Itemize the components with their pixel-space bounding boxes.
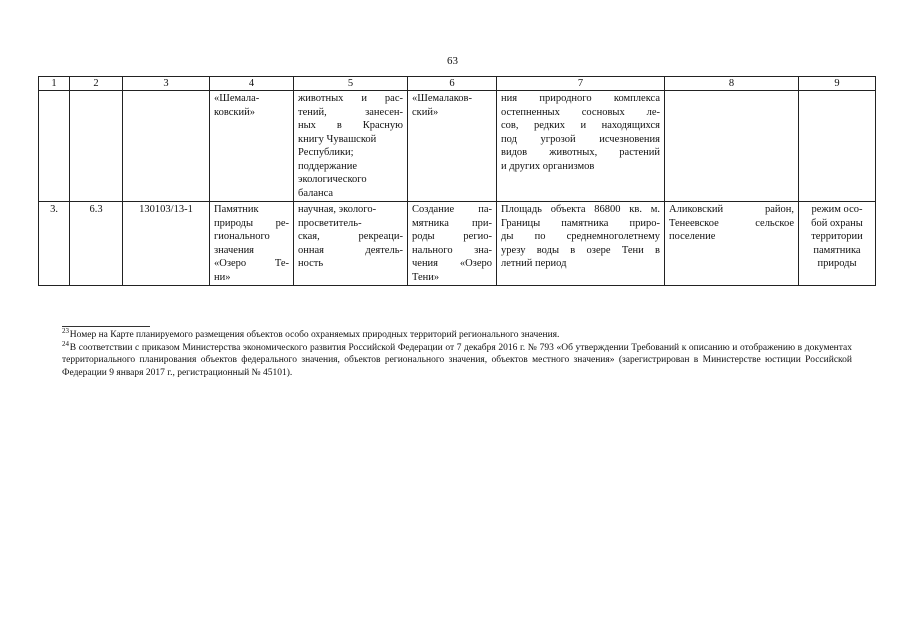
footnotes xyxy=(62,326,852,379)
cell-row-number: 3. xyxy=(39,202,70,286)
column-number: 6 xyxy=(408,77,497,91)
column-number: 3 xyxy=(123,77,210,91)
cell-purpose: животных и рас- тений, занесен- ных в Красную книгу Чувашской Республики; поддержание экологического баланса xyxy=(294,91,408,202)
cell-object-code: 130103/13-1 xyxy=(123,202,210,286)
cell-map-number: 6.3 xyxy=(70,202,123,286)
cell-justification: «Шемалаков- ский» xyxy=(408,91,497,202)
cell-regime: режим осо- бой охраны территории памятника природы xyxy=(799,202,876,286)
column-number-row xyxy=(39,77,876,91)
footnote-mark: 24 xyxy=(62,339,69,348)
cell-justification: Создание па- мятника при- роды регио- нального зна- чения «Озеро Тени» xyxy=(408,202,497,286)
cell-object-name: Памятник природы ре- гионального значения «Озеро Те- ни» xyxy=(210,202,294,286)
column-number: 1 xyxy=(39,77,70,91)
footnote-mark: 23 xyxy=(62,326,69,335)
cell-characteristics: Площадь объекта 86800 кв. м. Границы памятника приро- ды по среднемноголетнему урезу воды в озере Тени в летний период xyxy=(497,202,665,286)
cell-object-name: «Шемала- ковский» xyxy=(210,91,294,202)
protected-areas-table xyxy=(38,76,876,286)
cell-object-code xyxy=(123,91,210,202)
footnote-text: Номер на Карте планируемого размещения объектов особо охраняемых природных территорий регионального значения. xyxy=(69,330,560,340)
footnote xyxy=(62,339,852,380)
table-row xyxy=(39,91,876,202)
cell-regime xyxy=(799,91,876,202)
cell-row-number xyxy=(39,91,70,202)
footnote xyxy=(62,326,852,342)
column-number: 4 xyxy=(210,77,294,91)
table-row xyxy=(39,202,876,286)
column-number: 2 xyxy=(70,77,123,91)
footnote-separator xyxy=(62,326,150,327)
cell-purpose: научная, эколого- просветитель- ская, рекреаци- онная деятель- ность xyxy=(294,202,408,286)
column-number: 7 xyxy=(497,77,665,91)
cell-map-number xyxy=(70,91,123,202)
cell-location xyxy=(665,91,799,202)
column-number: 9 xyxy=(799,77,876,91)
column-number: 5 xyxy=(294,77,408,91)
page-number: 63 xyxy=(447,55,458,67)
cell-characteristics: ния природного комплекса остепненных сосновых ле- сов, редких и находящихся под угрозой исчезновения видов животных, растений и других организмов xyxy=(497,91,665,202)
cell-location: Аликовский район, Тенеевское сельское поселение xyxy=(665,202,799,286)
column-number: 8 xyxy=(665,77,799,91)
footnote-text: В соответствии с приказом Министерства экономического развития Российской Федерации от 7 декабря 2016 г. № 793 «Об утверждении Требований к описанию и отображению в документах территориального планирования объектов федерального значения, объектов регионального значения, объектов местного значения» (зарегистрирован в Министерстве юстиции Российской Федерации 9 января 2017 г., регистрационный № 45101). xyxy=(62,342,852,378)
